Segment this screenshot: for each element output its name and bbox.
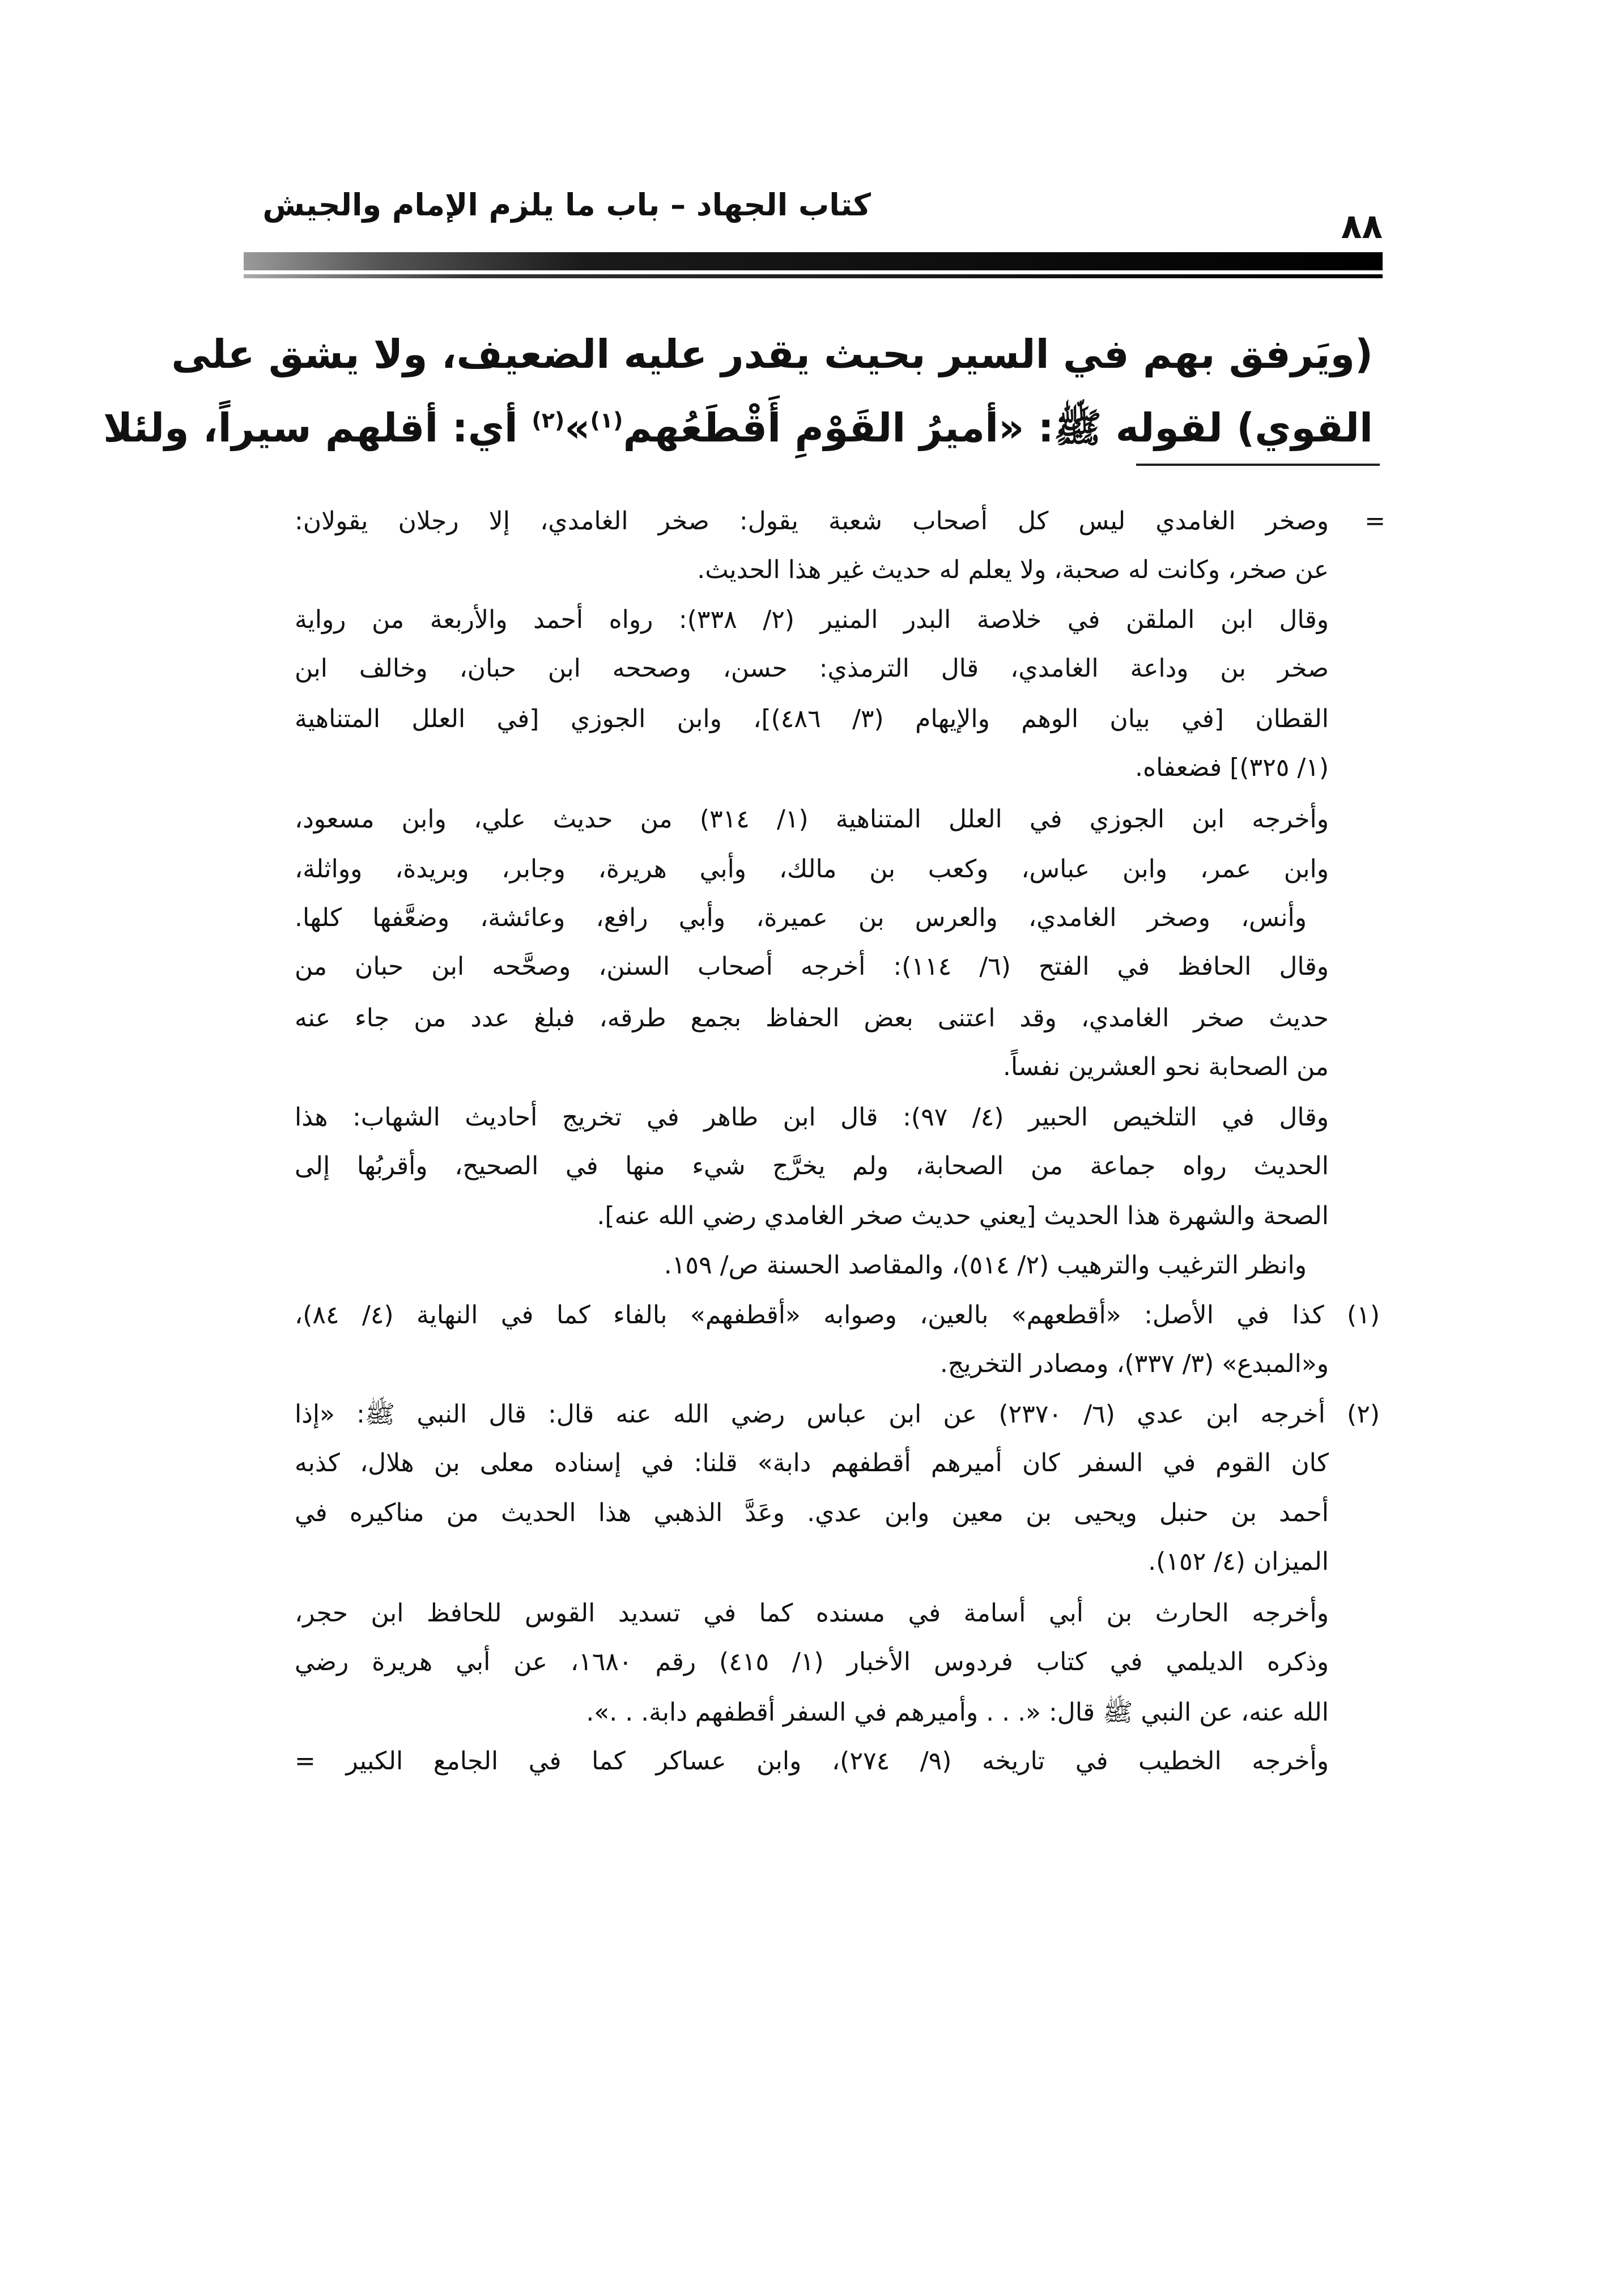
footnote-line: الحديث رواه جماعة من الصحابة، ولم يخرَّج شيء منها في الصحيح، وأقربُها إلى (295, 1152, 1329, 1181)
footnote-2-line: وذكره الديلمي في كتاب فردوس الأخبار (١/ ٤١٥) رقم ١٦٨٠، عن أبي هريرة رضي (295, 1647, 1329, 1676)
footnote-line: من الصحابة نحو العشرين نفساً. (1002, 1052, 1329, 1081)
footnote-line: عن صخر، وكانت له صحبة، ولا يعلم له حديث غير هذا الحديث. (697, 555, 1329, 584)
footnote-2-line: (٢) أخرجه ابن عدي (٦/ ٢٣٧٠) عن ابن عباس رضي الله عنه قال: قال النبي ﷺ: «إذا (295, 1400, 1380, 1429)
main-text-line-1: (ويَرفق بهم في السير بحيث يقدر عليه الضعيف، ولا يشق على (171, 331, 1373, 377)
footnote-line: وقال ابن الملقن في خلاصة البدر المنير (٢/ ٣٣٨): رواه أحمد والأربعة من رواية (295, 605, 1329, 634)
running-header-title: كتاب الجهاد – باب ما يلزم الإمام والجيش (262, 187, 871, 223)
footnote-line: وانظر الترغيب والترهيب (٢/ ٥١٤)، والمقاصد الحسنة ص/ ١٥٩. (664, 1251, 1307, 1280)
header-rule-thick (244, 252, 1383, 270)
footnote-2-line: وأخرجه الخطيب في تاريخه (٩/ ٢٧٤)، وابن عساكر كما في الجامع الكبير = (295, 1747, 1329, 1776)
footnote-line: وأنس، وصخر الغامدي، والعرس بن عميرة، وأبي رافع، وعائشة، وضعَّفها كلها. (295, 903, 1307, 932)
footnote-line: وقال الحافظ في الفتح (٦/ ١١٤): أخرجه أصحاب السنن، وصحَّحه ابن حبان من (295, 952, 1329, 981)
footnote-2-line: الله عنه، عن النبي ﷺ قال: «. . . وأميرهم في السفر أقطفهم دابة. . .». (586, 1698, 1329, 1727)
main-text-segment: القوي) لقوله ﷺ: «أميرُ القَوْمِ أَقْطَعُهم (623, 405, 1373, 451)
footnote-separator (1136, 464, 1380, 466)
footnote-1-line: (١) كذا في الأصل: «أقطعهم» بالعين، وصوابه «أقطفهم» بالفاء كما في النهاية (٤/ ٨٤)، (295, 1301, 1380, 1330)
footnote-2-line: كان القوم في السفر كان أميرهم أقطفهم دابة» قلنا: في إسناده معلى بن هلال، كذبه (295, 1449, 1329, 1477)
footnote-line: الصحة والشهرة هذا الحديث [يعني حديث صخر الغامدي رضي الله عنه]. (597, 1201, 1329, 1230)
footnote-line: وأخرجه ابن الجوزي في العلل المتناهية (١/ ٣١٤) من حديث علي، وابن مسعود، (295, 805, 1329, 834)
continuation-mark: = (1364, 507, 1385, 536)
footnote-1-line: و«المبدع» (٣/ ٣٣٧)، ومصادر التخريج. (939, 1349, 1329, 1378)
page-number: ٨٨ (1341, 207, 1383, 247)
header-rule-thin (244, 274, 1383, 278)
footnote-2-line: وأخرجه الحارث بن أبي أسامة في مسنده كما في تسديد القوس للحافظ ابن حجر، (295, 1599, 1329, 1628)
footnote-line: وقال في التلخيص الحبير (٤/ ٩٧): قال ابن طاهر في تخريج أحاديث الشهاب: هذا (295, 1103, 1329, 1132)
footnote-line: وابن عمر، وابن عباس، وكعب بن مالك، وأبي هريرة، وجابر، وبريدة، وواثلة، (295, 855, 1329, 884)
footnote-line: حديث صخر الغامدي، وقد اعتنى بعض الحفاظ بجمع طرقه، فبلغ عدد من جاء عنه (295, 1004, 1329, 1033)
footnote-line: صخر بن وداعة الغامدي، قال الترمذي: حسن، وصححه ابن حبان، وخالف ابن (295, 654, 1329, 683)
main-text-segment: أي: أقلهم سيراً، ولئلا (103, 405, 532, 451)
main-text-segment: » (564, 405, 590, 451)
footnote-2-line: أحمد بن حنبل ويحيى بن معين وابن عدي. وعَدَّ الذهبي هذا الحديث من مناكيره في (295, 1498, 1329, 1527)
footnote-2-line: الميزان (٤/ ١٥٢). (1148, 1547, 1329, 1576)
footnote-line: وصخر الغامدي ليس كل أصحاب شعبة يقول: صخر الغامدي، إلا رجلان يقولان: (295, 507, 1329, 536)
footnote-line: القطان [في بيان الوهم والإيهام (٣/ ٤٨٦)]، وابن الجوزي [في العلل المتناهية (295, 704, 1329, 733)
main-text-line-2 (103, 394, 1373, 462)
footnote-ref-1: (١) (590, 407, 623, 433)
footnote-line: (١/ ٣٢٥)] فضعفاه. (1135, 753, 1329, 782)
footnote-ref-2: (٢) (532, 407, 565, 433)
